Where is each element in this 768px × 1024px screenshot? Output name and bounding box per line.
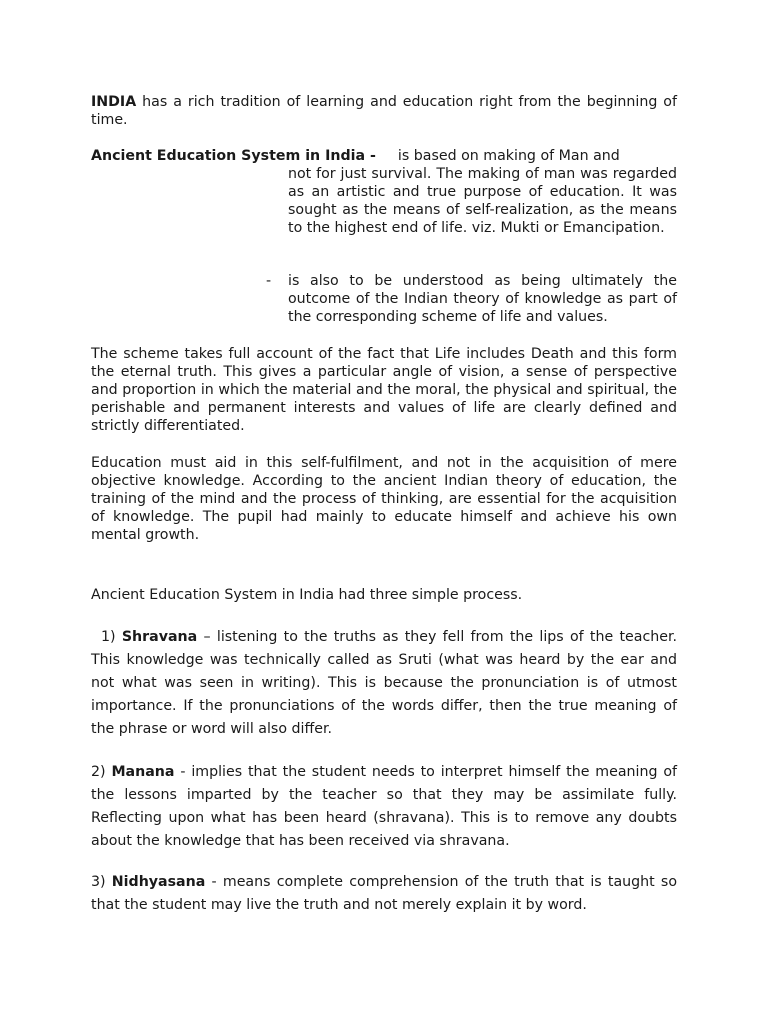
- process-number: 2): [91, 764, 106, 780]
- process-item-manana: [91, 761, 677, 853]
- ancient-heading-row: [91, 147, 644, 165]
- three-process-line: Ancient Education System in India had three simple process.: [91, 587, 523, 603]
- process-name: Manana: [111, 764, 175, 780]
- ancient-first-line: is based on making of Man and: [397, 148, 620, 164]
- process-name: Nidhyasana: [111, 874, 206, 890]
- scheme-paragraph: The scheme takes full account of the fact that Life includes Death and this form the eternal truth. This gives a particular angle of vision, a sense of perspective and proportion in which the material and the moral, the physical and spiritual, the perishable and permanent interests and values of life are clearly defined and strictly differentiated.: [91, 346, 677, 434]
- process-text: - means complete comprehension of the truth that is taught so that the student may live the truth and not merely explain it by word.: [91, 874, 677, 913]
- ancient-dash: -: [266, 273, 272, 289]
- process-item-nidhyasana: [91, 871, 677, 917]
- process-text: - implies that the student needs to interpret himself the meaning of the lessons imparted by the teacher so that they may be assimilate fully. Reflecting upon what has been heard (shravana). This is to remove any doubts about the knowledge that has been received via shravana.: [91, 764, 678, 849]
- process-number: 1): [101, 629, 116, 645]
- intro-text: has a rich tradition of learning and education right from the beginning of time.: [91, 94, 677, 128]
- process-number: 3): [91, 874, 106, 890]
- process-name: Shravana: [121, 629, 198, 645]
- intro-paragraph: [91, 93, 677, 129]
- ancient-point-2: is also to be understood as being ultimately the outcome of the Indian theory of knowledge as part of the corresponding scheme of life and values.: [288, 273, 677, 325]
- intro-bold: INDIA: [91, 94, 137, 110]
- education-paragraph: Education must aid in this self-fulfilment, and not in the acquisition of mere objective knowledge. According to the ancient Indian theory of education, the training of the mind and the process of thinking, are essential for the acquisition of knowledge. The pupil had mainly to educate himself and achieve his own mental growth.: [91, 455, 677, 543]
- ancient-label: Ancient Education System in India -: [91, 148, 376, 164]
- process-text: – listening to the truths as they fell from the lips of the teacher. This knowledge was technically called as Sruti (what was heard by the ear and not what was seen in writing). This is because the pronunciation is of utmost importance. If the pronunciations of the words differ, then the true meaning of the phrase or word will also differ.: [91, 629, 677, 737]
- process-item-shravana: [91, 626, 677, 741]
- ancient-point-1: not for just survival. The making of man was regarded as an artistic and true purpose of education. It was sought as the means of self-realization, as the means to the highest end of life. viz. Mukti or Emancipation.: [288, 166, 677, 236]
